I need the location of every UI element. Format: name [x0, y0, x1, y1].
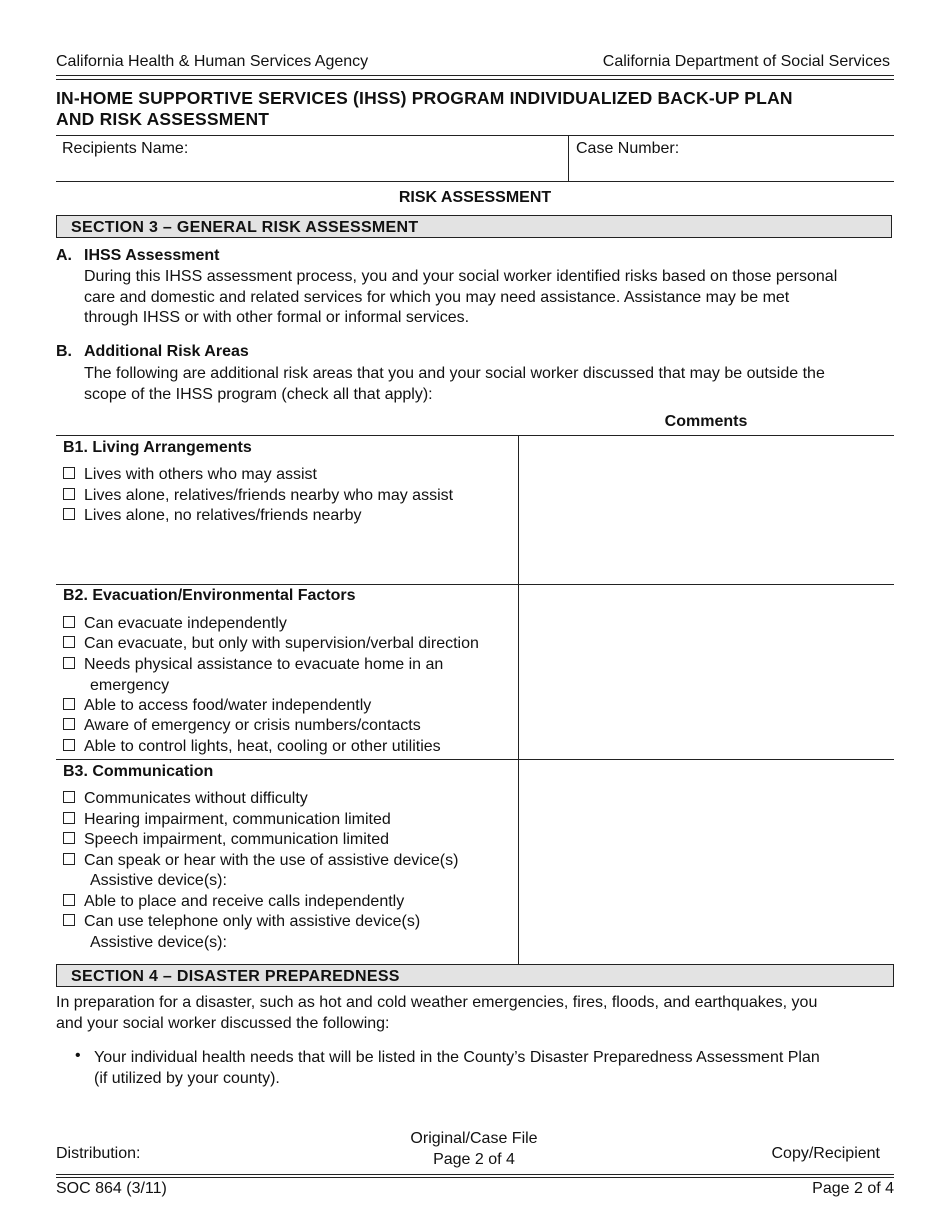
- checkbox-item[interactable]: Can use telephone only with assistive device(s): [63, 912, 420, 933]
- distribution-original: Original/Case File Page 2 of 4: [410, 1130, 538, 1168]
- section-3-header: SECTION 3 – GENERAL RISK ASSESSMENT: [56, 215, 892, 238]
- b3-comments-field[interactable]: [522, 762, 890, 960]
- agency-name: California Health & Human Services Agency: [56, 53, 369, 70]
- checkbox[interactable]: [63, 914, 75, 926]
- checkbox[interactable]: [63, 467, 75, 479]
- checkbox[interactable]: [63, 636, 75, 648]
- page-number: Page 2 of 4: [812, 1180, 894, 1197]
- checkbox-item[interactable]: Hearing impairment, communication limited: [63, 810, 391, 831]
- distribution-copy: Copy/Recipient: [771, 1145, 880, 1162]
- assistive-device-label: Assistive device(s):: [90, 934, 227, 951]
- checkbox[interactable]: [63, 812, 75, 824]
- b3-heading: B3. Communication: [63, 763, 214, 780]
- subsection-b-heading: B. Additional Risk Areas: [56, 343, 249, 360]
- bullet-item: Your individual health needs that will be listed in the County’s Disaster Preparedness Assessment Plan (if utilized by your county).: [94, 1049, 820, 1087]
- form-id: SOC 864 (3/11): [56, 1180, 167, 1197]
- checkbox-item[interactable]: Can evacuate independently: [63, 614, 287, 635]
- checkbox-item[interactable]: Able to access food/water independently: [63, 696, 371, 717]
- checkbox[interactable]: [63, 718, 75, 730]
- checkbox-item[interactable]: Communicates without difficulty: [63, 789, 308, 810]
- checkbox[interactable]: [63, 488, 75, 500]
- footer-rule-bottom: [56, 1177, 894, 1178]
- department-name: California Department of Social Services: [602, 53, 890, 70]
- checkbox[interactable]: [63, 657, 75, 669]
- table-column-divider: [518, 435, 519, 964]
- section-4-header: SECTION 4 – DISASTER PREPAREDNESS: [56, 964, 894, 987]
- checkbox[interactable]: [63, 508, 75, 520]
- fields-bottom-rule: [56, 181, 894, 182]
- header-rule-top: [56, 75, 894, 76]
- risk-assessment-heading: RISK ASSESSMENT: [398, 189, 552, 206]
- checkbox[interactable]: [63, 853, 75, 865]
- checkbox-item[interactable]: Able to place and receive calls independently: [63, 892, 404, 913]
- checkbox-item[interactable]: Speech impairment, communication limited: [63, 830, 389, 851]
- fields-divider: [568, 135, 569, 181]
- fields-top-rule: [56, 135, 894, 136]
- checkbox[interactable]: [63, 791, 75, 803]
- b1-heading: B1. Living Arrangements: [63, 439, 252, 456]
- checkbox-item[interactable]: Lives with others who may assist: [63, 465, 317, 486]
- checkbox[interactable]: [63, 832, 75, 844]
- footer-rule-top: [56, 1174, 894, 1175]
- form-title: IN-HOME SUPPORTIVE SERVICES (IHSS) PROGRAM INDIVIDUALIZED BACK-UP PLAN AND RISK ASSESSMENT: [56, 88, 793, 129]
- table-rule-b3: [56, 759, 894, 760]
- checkbox[interactable]: [63, 616, 75, 628]
- distribution-label: Distribution:: [56, 1145, 141, 1162]
- assistive-device-label: Assistive device(s):: [90, 872, 227, 889]
- checkbox-item[interactable]: Lives alone, no relatives/friends nearby: [63, 506, 362, 527]
- section-4-intro: In preparation for a disaster, such as hot and cold weather emergencies, fires, floods, and earthquakes, you and your social worker discussed the following:: [56, 994, 818, 1032]
- b2-comments-field[interactable]: [522, 587, 890, 756]
- subsection-b-text: The following are additional risk areas that you and your social worker discussed that may be outside the scope of the IHSS program (check all that apply):: [84, 365, 825, 403]
- checkbox[interactable]: [63, 739, 75, 751]
- comments-column-header: Comments: [664, 413, 748, 430]
- header-rule-bottom: [56, 79, 894, 80]
- table-rule-b2: [56, 584, 894, 585]
- recipient-name-field[interactable]: [62, 160, 562, 180]
- checkbox-item[interactable]: Needs physical assistance to evacuate home in an: [63, 655, 443, 676]
- b1-comments-field[interactable]: [522, 438, 890, 581]
- case-number-field[interactable]: [576, 160, 886, 180]
- bullet-marker: •: [75, 1047, 81, 1064]
- checkbox-item[interactable]: Lives alone, relatives/friends nearby who may assist: [63, 486, 453, 507]
- checkbox-item-continuation: emergency: [90, 677, 170, 694]
- checkbox[interactable]: [63, 698, 75, 710]
- checkbox[interactable]: [63, 894, 75, 906]
- checkbox-item[interactable]: Can speak or hear with the use of assistive device(s): [63, 851, 458, 872]
- table-rule-top: [56, 435, 894, 436]
- subsection-a-text: During this IHSS assessment process, you and your social worker identified risks based on those personal care and domestic and related services for which you may need assistance. Assistance may be met through IHSS or with other formal or informal services.: [84, 268, 838, 326]
- case-number-label: Case Number:: [576, 140, 680, 157]
- checkbox-item[interactable]: Able to control lights, heat, cooling or other utilities: [63, 737, 441, 758]
- subsection-a-heading: A. IHSS Assessment: [56, 247, 220, 264]
- checkbox-item[interactable]: Aware of emergency or crisis numbers/contacts: [63, 716, 421, 737]
- recipient-name-label: Recipients Name:: [62, 140, 189, 157]
- b2-heading: B2. Evacuation/Environmental Factors: [63, 587, 356, 604]
- checkbox-item[interactable]: Can evacuate, but only with supervision/verbal direction: [63, 634, 479, 655]
